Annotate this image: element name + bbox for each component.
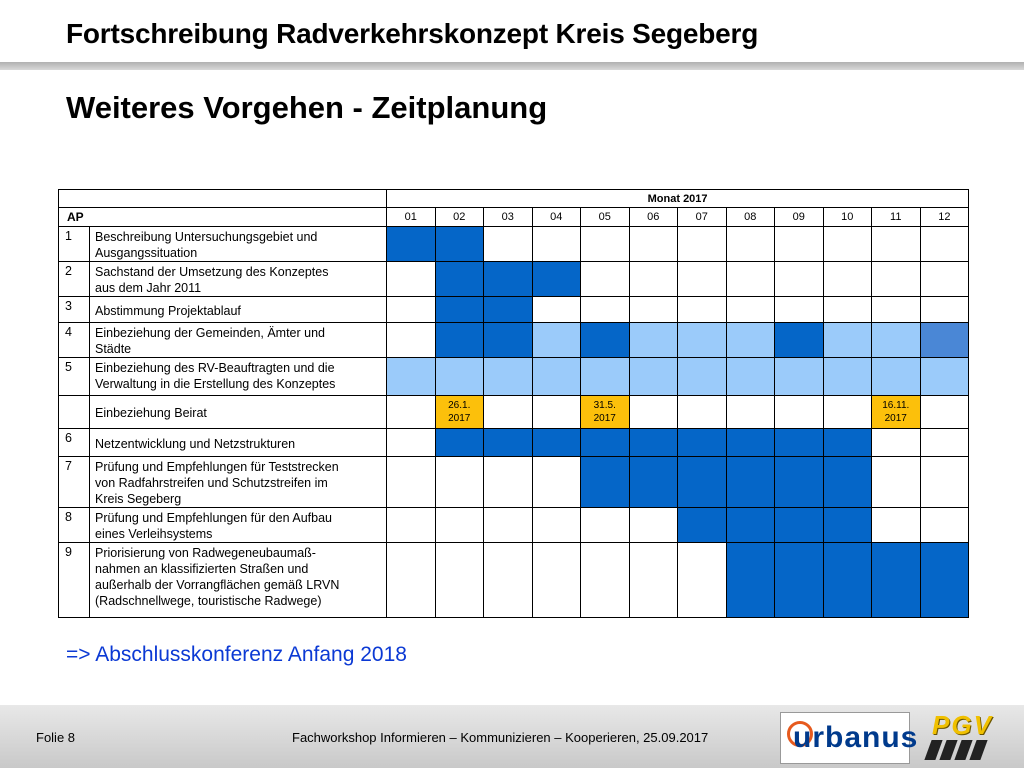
- task-description-line: Einbeziehung Beirat: [95, 406, 207, 420]
- schedule-bar-cell: [726, 457, 775, 508]
- schedule-empty-cell: [678, 227, 727, 262]
- milestone-date: 26.1.: [448, 400, 471, 411]
- schedule-empty-cell: [823, 227, 872, 262]
- row-number: 1: [59, 227, 90, 262]
- schedule-empty-cell: [678, 262, 727, 297]
- task-description-line: Einbeziehung der Gemeinden, Ämter und: [95, 326, 326, 340]
- milestone-cell: [872, 396, 921, 429]
- month-label: 04: [532, 208, 581, 227]
- schedule-empty-cell: [872, 457, 921, 508]
- schedule-bar-cell: [726, 358, 775, 396]
- task-description: [90, 429, 387, 457]
- task-description-line: Verwaltung in die Erstellung des Konzeptes: [95, 377, 336, 391]
- schedule-empty-cell: [920, 227, 969, 262]
- schedule-bar-cell: [435, 323, 484, 358]
- schedule-empty-cell: [823, 262, 872, 297]
- schedule-empty-cell: [532, 508, 581, 543]
- schedule-bar-cell: [581, 429, 630, 457]
- milestone-date: 2017: [448, 413, 471, 424]
- month-label: 02: [435, 208, 484, 227]
- schedule-bar-cell: [629, 457, 678, 508]
- schedule-empty-cell: [387, 457, 436, 508]
- schedule-bar-cell: [775, 457, 824, 508]
- schedule-empty-cell: [920, 508, 969, 543]
- schedule-bar-cell: [435, 227, 484, 262]
- schedule-bar-cell: [823, 323, 872, 358]
- task-description: [90, 227, 387, 262]
- schedule-table: [58, 189, 969, 618]
- schedule-empty-cell: [726, 227, 775, 262]
- schedule-empty-cell: [872, 227, 921, 262]
- task-description-line: Städte: [95, 342, 132, 356]
- schedule-bar-cell: [823, 457, 872, 508]
- table-header-empty: [59, 190, 387, 208]
- month-label: 03: [484, 208, 533, 227]
- schedule-bar-cell: [775, 323, 824, 358]
- task-description-line: Beschreibung Untersuchungsgebiet und: [95, 230, 318, 244]
- pgv-logo: [926, 710, 1002, 764]
- schedule-empty-cell: [872, 429, 921, 457]
- schedule-bar-cell: [629, 429, 678, 457]
- schedule-empty-cell: [775, 227, 824, 262]
- schedule-bar-cell: [872, 323, 921, 358]
- task-description-line: von Radfahrstreifen und Schutzstreifen im: [95, 476, 328, 490]
- schedule-bar-cell: [484, 358, 533, 396]
- task-description: [90, 396, 387, 429]
- task-description: [90, 297, 387, 323]
- schedule-empty-cell: [678, 297, 727, 323]
- month-label: 10: [823, 208, 872, 227]
- task-description-line: Einbeziehung des RV-Beauftragten und die: [95, 361, 335, 375]
- table-row: [59, 508, 969, 543]
- schedule-empty-cell: [629, 262, 678, 297]
- table-header-ap-row: [59, 208, 969, 227]
- schedule-empty-cell: [387, 543, 436, 618]
- schedule-empty-cell: [435, 508, 484, 543]
- row-number: 4: [59, 323, 90, 358]
- schedule-empty-cell: [484, 457, 533, 508]
- schedule-bar-cell: [532, 358, 581, 396]
- schedule-empty-cell: [872, 297, 921, 323]
- schedule-bar-cell: [823, 429, 872, 457]
- schedule-bar-cell: [387, 358, 436, 396]
- schedule-bar-cell: [920, 358, 969, 396]
- schedule-empty-cell: [484, 508, 533, 543]
- schedule-empty-cell: [387, 396, 436, 429]
- task-description-line: aus dem Jahr 2011: [95, 281, 202, 295]
- ap-header: AP: [59, 208, 387, 227]
- row-number: 2: [59, 262, 90, 297]
- schedule-empty-cell: [532, 227, 581, 262]
- milestone-date: 2017: [884, 413, 907, 424]
- schedule-bar-cell: [726, 429, 775, 457]
- schedule-bar-cell: [823, 543, 872, 618]
- table-row: [59, 323, 969, 358]
- schedule-empty-cell: [387, 297, 436, 323]
- schedule-bar-cell: [435, 262, 484, 297]
- task-description-line: nahmen an klassifizierten Straßen und: [95, 562, 309, 576]
- schedule-empty-cell: [581, 508, 630, 543]
- schedule-bar-cell: [775, 358, 824, 396]
- schedule-empty-cell: [532, 396, 581, 429]
- schedule-bar-cell: [435, 358, 484, 396]
- schedule-bar-cell: [484, 323, 533, 358]
- schedule-bar-cell: [872, 358, 921, 396]
- task-description-line: Prüfung und Empfehlungen für den Aufbau: [95, 511, 332, 525]
- schedule-bar-cell: [920, 323, 969, 358]
- schedule-empty-cell: [726, 297, 775, 323]
- schedule-bar-cell: [823, 358, 872, 396]
- row-number: 6: [59, 429, 90, 457]
- schedule-bar-cell: [775, 543, 824, 618]
- schedule-bar-cell: [678, 457, 727, 508]
- schedule-bar-cell: [726, 323, 775, 358]
- schedule-bar-cell: [678, 508, 727, 543]
- schedule-empty-cell: [775, 262, 824, 297]
- schedule-bar-cell: [872, 543, 921, 618]
- schedule-empty-cell: [920, 396, 969, 429]
- milestone-cell: [581, 396, 630, 429]
- conclusion-text: => Abschlusskonferenz Anfang 2018: [66, 643, 407, 666]
- schedule-empty-cell: [581, 543, 630, 618]
- table-header-month-row: [59, 190, 969, 208]
- schedule-empty-cell: [387, 429, 436, 457]
- schedule-empty-cell: [387, 508, 436, 543]
- schedule-empty-cell: [726, 396, 775, 429]
- schedule-empty-cell: [581, 262, 630, 297]
- schedule-bar-cell: [387, 227, 436, 262]
- schedule-bar-cell: [532, 323, 581, 358]
- month-label: 12: [920, 208, 969, 227]
- schedule-bar-cell: [678, 358, 727, 396]
- milestone-date: 2017: [593, 413, 616, 424]
- page-title: Weiteres Vorgehen - Zeitplanung: [66, 90, 548, 125]
- schedule-empty-cell: [872, 508, 921, 543]
- schedule-empty-cell: [581, 297, 630, 323]
- month-label: 01: [387, 208, 436, 227]
- task-description: [90, 262, 387, 297]
- schedule-bar-cell: [678, 323, 727, 358]
- table-row: [59, 297, 969, 323]
- schedule-bar-cell: [726, 543, 775, 618]
- milestone-date: 31.5.: [593, 400, 616, 411]
- task-description-line: Netzentwicklung und Netzstrukturen: [95, 436, 296, 451]
- row-number: 5: [59, 358, 90, 396]
- month-label: 06: [629, 208, 678, 227]
- month-label: 07: [678, 208, 727, 227]
- schedule-bar-cell: [581, 323, 630, 358]
- milestone-cell: [435, 396, 484, 429]
- table-row: [59, 396, 969, 429]
- schedule-bar-cell: [484, 297, 533, 323]
- schedule-empty-cell: [629, 396, 678, 429]
- schedule-empty-cell: [435, 457, 484, 508]
- table-row: [59, 227, 969, 262]
- schedule-empty-cell: [484, 396, 533, 429]
- task-description-line: Ausgangssituation: [95, 246, 198, 260]
- schedule-empty-cell: [629, 508, 678, 543]
- schedule-empty-cell: [823, 396, 872, 429]
- schedule-empty-cell: [872, 262, 921, 297]
- schedule-empty-cell: [629, 297, 678, 323]
- task-description-line: (Radschnellwege, touristische Radwege): [95, 594, 322, 608]
- schedule-empty-cell: [387, 262, 436, 297]
- schedule-bar-cell: [484, 429, 533, 457]
- schedule-bar-cell: [775, 508, 824, 543]
- schedule-bar-cell: [920, 543, 969, 618]
- schedule-bar-cell: [678, 429, 727, 457]
- urbanus-logo: [780, 712, 919, 764]
- row-number: 3: [59, 297, 90, 323]
- header-title: Fortschreibung Radverkehrskonzept Kreis Segeberg: [66, 18, 759, 49]
- schedule-bar-cell: [435, 297, 484, 323]
- task-description: [90, 323, 387, 358]
- row-number: 9: [59, 543, 90, 618]
- schedule-empty-cell: [920, 457, 969, 508]
- schedule-empty-cell: [629, 543, 678, 618]
- pgv-logo-text: PGV: [932, 710, 993, 740]
- schedule-empty-cell: [532, 297, 581, 323]
- footer-event-text: Fachworkshop Informieren – Kommunizieren – Kooperieren, 25.09.2017: [292, 730, 709, 745]
- schedule-bar-cell: [581, 457, 630, 508]
- schedule-empty-cell: [581, 227, 630, 262]
- month-label: 05: [581, 208, 630, 227]
- schedule-empty-cell: [387, 323, 436, 358]
- schedule-bar-cell: [775, 429, 824, 457]
- schedule-bar-cell: [726, 508, 775, 543]
- task-description-line: Abstimmung Projektablauf: [95, 303, 241, 318]
- schedule-bar-cell: [435, 429, 484, 457]
- task-description: [90, 457, 387, 508]
- schedule-empty-cell: [629, 227, 678, 262]
- table-row: [59, 358, 969, 396]
- row-number: 8: [59, 508, 90, 543]
- schedule-empty-cell: [484, 227, 533, 262]
- row-number: [59, 396, 90, 429]
- schedule-empty-cell: [823, 297, 872, 323]
- schedule-bar-cell: [823, 508, 872, 543]
- schedule-empty-cell: [678, 543, 727, 618]
- task-description: [90, 508, 387, 543]
- urbanus-logo-text: urbanus: [793, 721, 919, 754]
- schedule-bar-cell: [532, 262, 581, 297]
- schedule-bar-cell: [629, 358, 678, 396]
- schedule-empty-cell: [726, 262, 775, 297]
- task-description-line: außerhalb der Vorrangflächen gemäß LRVN: [95, 578, 340, 592]
- schedule-empty-cell: [775, 396, 824, 429]
- schedule-table-body: [59, 190, 969, 618]
- task-description-line: eines Verleihsystems: [95, 527, 213, 541]
- month-header: Monat 2017: [387, 190, 969, 208]
- task-description-line: Priorisierung von Radwegeneubaumaß-: [95, 546, 316, 560]
- slide-number: Folie 8: [36, 730, 76, 745]
- schedule-empty-cell: [775, 297, 824, 323]
- schedule-empty-cell: [532, 457, 581, 508]
- schedule-empty-cell: [678, 396, 727, 429]
- table-row: [59, 262, 969, 297]
- schedule-bar-cell: [629, 323, 678, 358]
- schedule-bar-cell: [484, 262, 533, 297]
- task-description: [90, 358, 387, 396]
- table-row: [59, 429, 969, 457]
- schedule-empty-cell: [920, 429, 969, 457]
- milestone-date: 16.11.: [882, 400, 910, 411]
- row-number: 7: [59, 457, 90, 508]
- pgv-stripes-icon: [928, 740, 988, 765]
- schedule-bar-cell: [581, 358, 630, 396]
- table-row: [59, 543, 969, 618]
- task-description-line: Prüfung und Empfehlungen für Teststrecken: [95, 460, 339, 474]
- header-divider: [0, 62, 1024, 70]
- month-label: 11: [872, 208, 921, 227]
- schedule-empty-cell: [435, 543, 484, 618]
- schedule-bar-cell: [532, 429, 581, 457]
- month-label: 08: [726, 208, 775, 227]
- task-description-line: Kreis Segeberg: [95, 492, 182, 506]
- schedule-empty-cell: [920, 297, 969, 323]
- schedule-empty-cell: [532, 543, 581, 618]
- schedule-empty-cell: [484, 543, 533, 618]
- task-description-line: Sachstand der Umsetzung des Konzeptes: [95, 265, 329, 279]
- task-description: [90, 543, 387, 618]
- month-label: 09: [775, 208, 824, 227]
- schedule-empty-cell: [920, 262, 969, 297]
- table-row: [59, 457, 969, 508]
